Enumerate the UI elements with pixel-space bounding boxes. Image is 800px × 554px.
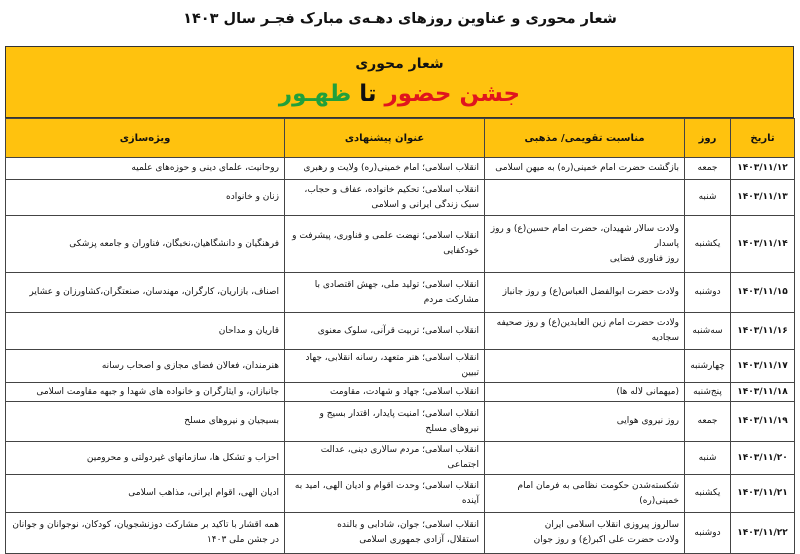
cell-date: ۱۴۰۳/۱۱/۲۲ xyxy=(731,513,795,554)
cell-occasion: (میهمانی لاله ها) xyxy=(485,383,685,402)
slogan-word-advent: ظهـور xyxy=(278,81,352,107)
table-row xyxy=(6,442,795,475)
cell-date: ۱۴۰۳/۱۱/۱۲ xyxy=(731,158,795,180)
cell-day: شنبه xyxy=(685,180,731,216)
cell-title: انقلاب اسلامی؛ نهضت علمی و فناوری، پیشرفت و خودکفایی xyxy=(285,216,485,273)
table-row xyxy=(6,383,795,402)
slogan-banner xyxy=(5,46,794,118)
cell-special: روحانیت، علمای دینی و حوزه‌های علمیه xyxy=(6,158,285,180)
cell-occasion: ولادت حضرت ابوالفضل العباس(ع) و روز جانباز xyxy=(485,273,685,313)
cell-special: زنان و خانواده xyxy=(6,180,285,216)
cell-day: شنبه xyxy=(685,442,731,475)
table-row xyxy=(6,158,795,180)
cell-title: انقلاب اسلامی؛ مردم سالاری دینی، عدالت اجتماعی xyxy=(285,442,485,475)
cell-occasion xyxy=(485,350,685,383)
cell-title: انقلاب اسلامی؛ تحکیم خانواده، عفاف و حجاب، سبک زندگی ایرانی و اسلامی xyxy=(285,180,485,216)
banner-label: شعار محوری xyxy=(355,56,444,72)
cell-title: انقلاب اسلامی؛ امنیت پایدار، اقتدار بسیج و نیروهای مسلح xyxy=(285,402,485,442)
cell-date: ۱۴۰۳/۱۱/۲۱ xyxy=(731,475,795,513)
cell-date: ۱۴۰۳/۱۱/۱۷ xyxy=(731,350,795,383)
table-row xyxy=(6,216,795,273)
cell-occasion: سالروز پیروزی انقلاب اسلامی ایران ولادت حضرت علی اکبر(ع) و روز جوان xyxy=(485,513,685,554)
cell-date: ۱۴۰۳/۱۱/۱۵ xyxy=(731,273,795,313)
cell-title: انقلاب اسلامی؛ تربیت قرآنی، سلوک معنوی xyxy=(285,313,485,350)
cell-special: احزاب و تشکل ها، سازمانهای غیردولتی و محرومین xyxy=(6,442,285,475)
table-row xyxy=(6,313,795,350)
cell-date: ۱۴۰۳/۱۱/۱۸ xyxy=(731,383,795,402)
table-row xyxy=(6,475,795,513)
cell-date: ۱۴۰۳/۱۱/۱۶ xyxy=(731,313,795,350)
slogan-word-until: تا xyxy=(359,81,377,107)
header-special: ویژه‌سازی xyxy=(6,119,285,158)
header-occasion: مناسبت تقویمی/ مذهبی xyxy=(485,119,685,158)
cell-special: هنرمندان، فعالان فضای مجازی و اصحاب رسانه xyxy=(6,350,285,383)
document-title: شعار محوری و عناوین روزهای دهـه‌ی مبارک فجـر سال ۱۴۰۳ xyxy=(183,11,617,27)
cell-special: ادیان الهی، اقوام ایرانی، مذاهب اسلامی xyxy=(6,475,285,513)
cell-special: قاریان و مداحان xyxy=(6,313,285,350)
header-date: تاریخ xyxy=(731,119,795,158)
cell-occasion: روز نیروی هوایی xyxy=(485,402,685,442)
cell-day: جمعه xyxy=(685,402,731,442)
cell-title: انقلاب اسلامی؛ جوان، شادابی و بالنده استقلال، آزادی جمهوری اسلامی xyxy=(285,513,485,554)
cell-title: انقلاب اسلامی؛ امام خمینی(ره) ولایت و رهبری xyxy=(285,158,485,180)
header-title: عنوان پیشنهادی xyxy=(285,119,485,158)
cell-day: دوشنبه xyxy=(685,513,731,554)
cell-date: ۱۴۰۳/۱۱/۱۴ xyxy=(731,216,795,273)
slogan-text xyxy=(6,79,793,109)
cell-occasion xyxy=(485,442,685,475)
cell-occasion: ولادت حضرت امام زین العابدین(ع) و روز صحیفه سجادیه xyxy=(485,313,685,350)
table-row xyxy=(6,273,795,313)
schedule-table xyxy=(5,118,795,554)
cell-special: جانبازان، و ایثارگران و خانواده های شهدا و جبهه مقاومت اسلامی xyxy=(6,383,285,402)
cell-day: پنج‌شنبه xyxy=(685,383,731,402)
cell-occasion: بازگشت حضرت امام خمینی(ره) به میهن اسلامی xyxy=(485,158,685,180)
cell-day: جمعه xyxy=(685,158,731,180)
slogan-word-presence: جشن حضور xyxy=(384,81,521,107)
cell-date: ۱۴۰۳/۱۱/۲۰ xyxy=(731,442,795,475)
cell-title: انقلاب اسلامی؛ وحدت اقوام و ادیان الهی، امید به آینده xyxy=(285,475,485,513)
cell-day: چهارشنبه xyxy=(685,350,731,383)
table-row xyxy=(6,402,795,442)
cell-day: دوشنبه xyxy=(685,273,731,313)
cell-day: یکشنبه xyxy=(685,475,731,513)
cell-day: یکشنبه xyxy=(685,216,731,273)
cell-occasion: شکسته‌شدن حکومت نظامی به فرمان امام خمینی(ره) xyxy=(485,475,685,513)
cell-occasion: ولادت سالار شهیدان، حضرت امام حسین(ع) و روز پاسدار روز فناوری فضایی xyxy=(485,216,685,273)
cell-date: ۱۴۰۳/۱۱/۱۹ xyxy=(731,402,795,442)
cell-special: فرهنگیان و دانشگاهیان،نخبگان، فناوران و جامعه پزشکی xyxy=(6,216,285,273)
table-row xyxy=(6,180,795,216)
cell-title: انقلاب اسلامی؛ تولید ملی، جهش اقتصادی با مشارکت مردم xyxy=(285,273,485,313)
table-row xyxy=(6,513,795,554)
cell-day: سه‌شنبه xyxy=(685,313,731,350)
cell-title: انقلاب اسلامی؛ هنر متعهد، رسانه انقلابی، جهاد تبیین xyxy=(285,350,485,383)
table-header-row xyxy=(6,119,795,158)
cell-occasion xyxy=(485,180,685,216)
cell-special: همه اقشار با تاکید بر مشارکت دوزنشجویان، کودکان، نوجوانان و جوانان در جشن ملی ۱۴۰۳ xyxy=(6,513,285,554)
cell-special: بسیجیان و نیروهای مسلح xyxy=(6,402,285,442)
cell-date: ۱۴۰۳/۱۱/۱۳ xyxy=(731,180,795,216)
cell-title: انقلاب اسلامی؛ جهاد و شهادت، مقاومت xyxy=(285,383,485,402)
table-row xyxy=(6,350,795,383)
cell-special: اصناف، بازاریان، کارگران، مهندسان، صنعتگران،کشاورزان و عشایر xyxy=(6,273,285,313)
header-day: روز xyxy=(685,119,731,158)
